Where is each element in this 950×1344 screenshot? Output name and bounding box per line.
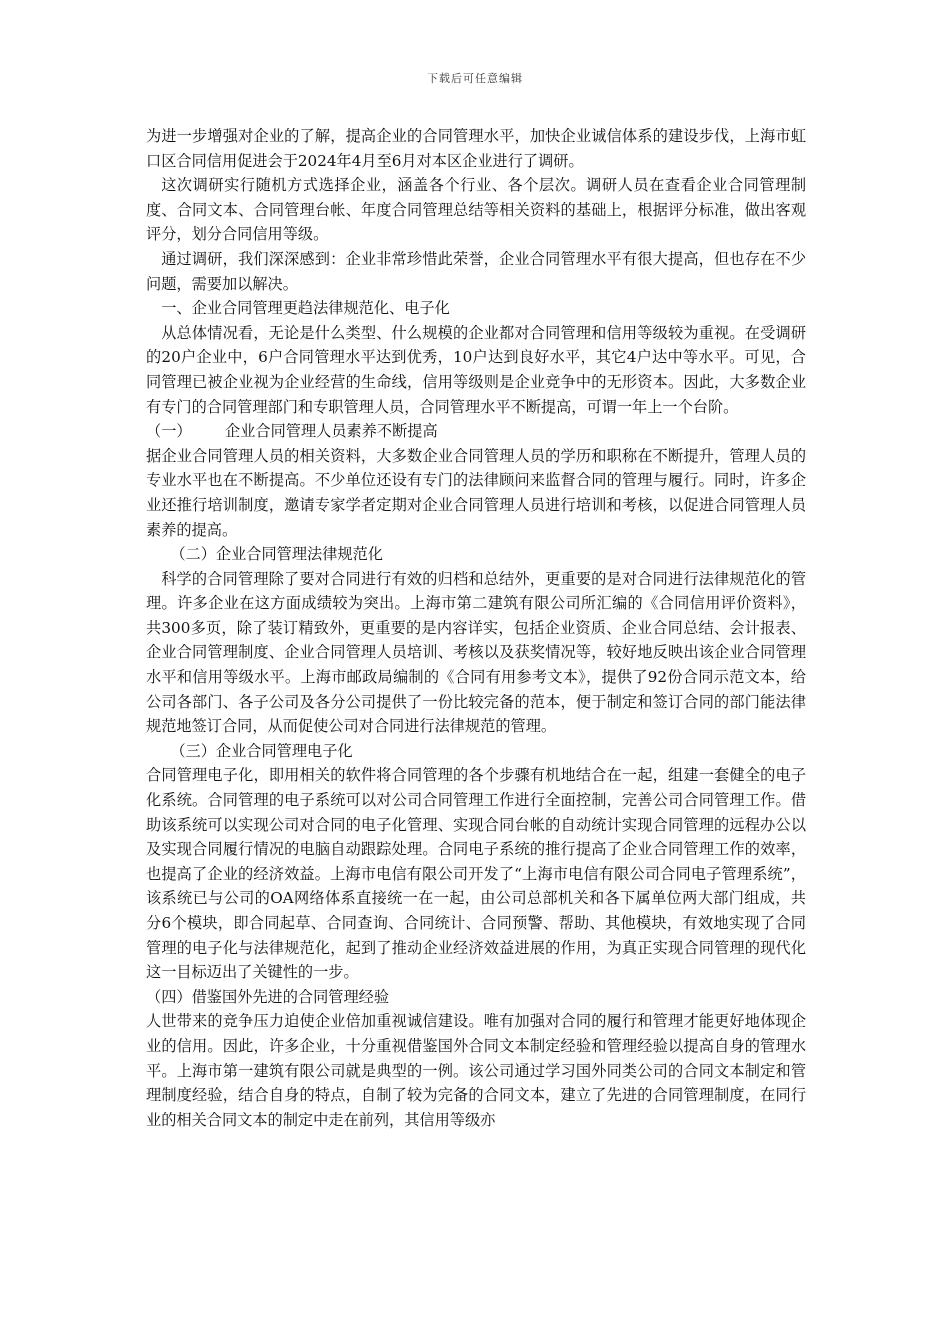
paragraph-3: 通过调研，我们深深感到：企业非常珍惜此荣誉，企业合同管理水平有很大提高，但也存在不少问题，需要加以解决。 bbox=[146, 249, 806, 293]
document-body bbox=[146, 124, 806, 1132]
subsection-title-1: 企业合同管理人员素养不断提高 bbox=[225, 422, 438, 441]
subsection-number-1: （一） bbox=[146, 422, 192, 441]
paragraph-6: 科学的合同管理除了要对合同进行有效的归档和总结外，更重要的是对合同进行法律规范化的管理。许多企业在这方面成绩较为突出。上海市第二建筑有限公司所汇编的《合同信用评价资料》，共300多页，除了装订精致外，更重要的是内容详实，包括企业资质、企业合同总结、会计报表、企业合同管理制度、企业合同管理人员培训、考核以及获奖情况等，较好地反映出该企业合同管理水平和信用等级水平。上海市邮政局编制的《合同有用参考文本》，提供了92份合同示范文本，给公司各部门、各子公司及各分公司提供了一份比较完备的范本，便于制定和签订合同的部门能法律规范地签订合同，从而促使公司对合同进行法律规范的管理。 bbox=[146, 569, 806, 736]
header-note: 下载后可任意编辑 bbox=[427, 72, 523, 85]
paragraph-1: 为进一步增强对企业的了解，提高企业的合同管理水平，加快企业诚信体系的建设步伐，上海市虹口区合同信用促进会于2024年4月至6月对本区企业进行了调研。 bbox=[146, 127, 806, 170]
paragraph-2: 这次调研实行随机方式选择企业，涵盖各个行业、各个层次。调研人员在查看企业合同管理制度、合同文本、合同管理台帐、年度合同管理总结等相关资料的基础上，根据评分标准，做出客观评分，划分合同信用等级。 bbox=[146, 176, 806, 244]
paragraph-4: 从总体情况看，无论是什么类型、什么规模的企业都对合同管理和信用等级较为重视。在受调研的20户企业中，6户合同管理水平达到优秀，10户达到良好水平，其它4户达中等水平。可见，合同管理已被企业视为企业经营的生命线，信用等级则是企业竞争中的无形资本。因此，大多数企业有专门的合同管理部门和专职管理人员，合同管理水平不断提高，可谓一年上一个台阶。 bbox=[146, 323, 806, 416]
paragraph-8: 人世带来的竞争压力迫使企业倍加重视诚信建设。唯有加强对合同的履行和管理才能更好地体现企业的信用。因此，许多企业，十分重视借鉴国外合同文本制定经验和管理经验以提高自身的管理水平。上海市第一建筑有限公司就是典型的一例。该公司通过学习国外同类公司的合同文本制定和管理制度经验，结合自身的特点，自制了较为完备的合同文本，建立了先进的合同管理制度，在同行业的相关合同文本的制定中走在前列，其信用等级亦 bbox=[146, 1012, 806, 1129]
subsection-heading-2: （二）企业合同管理法律规范化 bbox=[170, 545, 383, 564]
paragraph-5: 据企业合同管理人员的相关资料，大多数企业合同管理人员的学历和职称在不断提升，管理人员的专业水平也在不断提高。不少单位还设有专门的法律顾问来监督合同的管理与履行。同时，许多企业还推行培训制度，邀请专家学者定期对企业合同管理人员进行培训和考核，以促进合同管理人员素养的提高。 bbox=[146, 446, 806, 539]
paragraph-7: 合同管理电子化，即用相关的软件将合同管理的各个步骤有机地结合在一起，组建一套健全的电子化系统。合同管理的电子系统可以对公司合同管理工作进行全面控制，完善公司合同管理工作。借助该系统可以实现公司对合同的电子化管理、实现合同台帐的自动统计实现合同管理的远程办公以及实现合同履行情况的电脑自动跟踪处理。合同电子系统的推行提高了企业合同管理工作的效率，也提高了企业的经济效益。上海市电信有限公司开发了“上海市电信有限公司合同电子管理系统”，该系统已与公司的OA网络体系直接统一在一起，由公司总部机关和各下属单位两大部门组成，共分6个模块，即合同起草、合同查询、合同统计、合同预警、帮助、其他模块，有效地实现了合同管理的电子化与法律规范化，起到了推动企业经济效益进展的作用，为真正实现合同管理的现代化这一目标迈出了关键性的一步。 bbox=[146, 766, 806, 982]
subsection-heading-3: （三）企业合同管理电子化 bbox=[170, 741, 353, 760]
subsection-heading-4: （四）借鉴国外先进的合同管理经验 bbox=[146, 987, 389, 1006]
subsection-heading-1 bbox=[146, 419, 806, 444]
section-heading-1: 一、企业合同管理更趋法律规范化、电子化 bbox=[161, 299, 450, 318]
